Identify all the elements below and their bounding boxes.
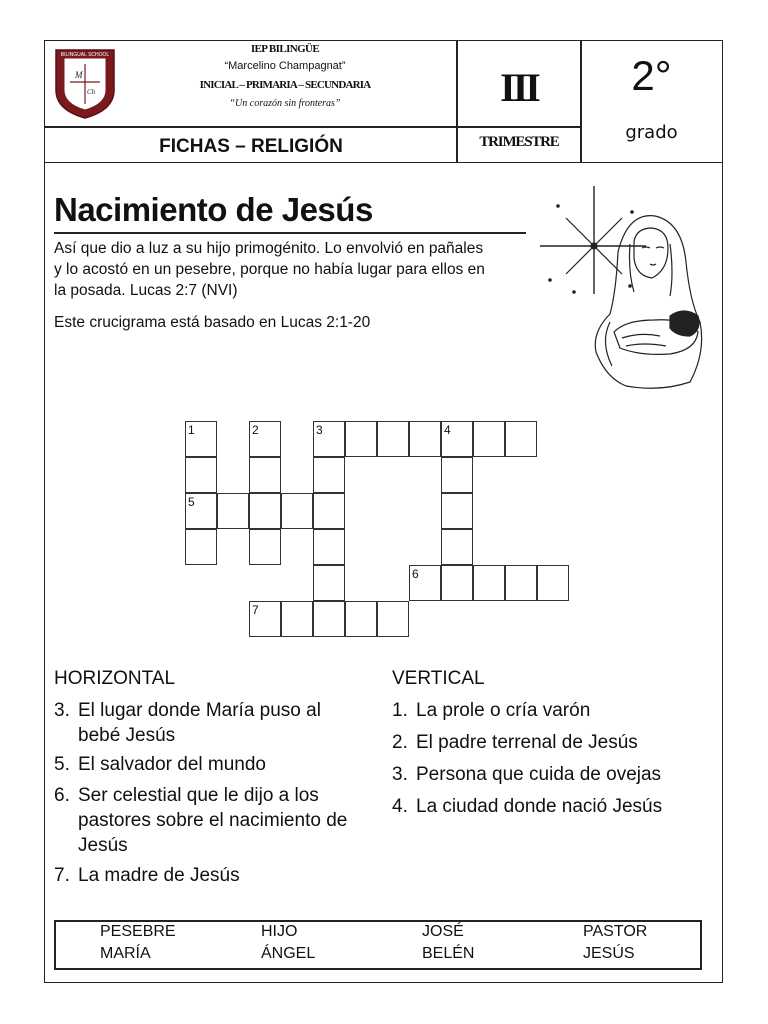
clue-num: 7. [54,865,70,886]
title-underline [54,232,526,234]
crossword-cell[interactable] [313,565,345,601]
clue-line: El salvador del mundo [78,754,266,775]
word-bank-item: PESEBRE [100,923,176,940]
grade-word: grado [625,122,678,143]
school-logo [52,46,118,120]
crossword-cell[interactable] [217,493,249,529]
vertical-heading: VERTICAL [392,668,485,689]
clue-text: La prole o cría varón [416,700,591,721]
mary-and-baby-illustration [530,182,710,394]
crossword-cell[interactable] [185,493,217,529]
clue-num: 5. [54,754,70,775]
clue-item [54,752,374,777]
clue-line: bebé Jesús [78,725,176,746]
logo-text: BILINGUAL SCHOOL [60,52,110,58]
word-bank-item: HIJO [261,923,298,940]
crossword-cell[interactable] [441,565,473,601]
word-bank-item: JOSÉ [422,923,464,940]
clue-item [392,762,712,787]
word-bank-item: MARÍA [100,945,151,962]
verse-line: Así que dio a luz a su hijo primogénito. Lo envolvió en pañales [54,240,484,257]
clue-num: 2. [392,732,408,753]
clue-number: 7 [252,603,259,617]
crossword-cell[interactable] [249,601,281,637]
verse [54,238,534,301]
subject-title: FICHAS – RELIGIÓN [159,136,343,157]
clue-number: 1 [188,423,195,437]
crossword-cell[interactable] [505,565,537,601]
crossword-cell[interactable] [377,421,409,457]
crossword-cell[interactable] [249,457,281,493]
clue-line: Ser celestial que le dijo a los [78,785,319,806]
crossword-cell[interactable] [313,601,345,637]
crossword-cell[interactable] [377,601,409,637]
crossword-cell[interactable] [409,565,441,601]
horizontal-clues [54,698,374,888]
crossword-cell[interactable] [249,493,281,529]
clue-num: 4. [392,796,408,817]
crossword-cell[interactable] [505,421,537,457]
crossword-cell[interactable] [185,457,217,493]
clue-text: La ciudad donde nació Jesús [416,796,663,817]
word-bank-item: BELÉN [422,945,475,962]
clue-num: 1. [392,700,408,721]
trimester-number: III [500,65,538,110]
clue-line: Jesús [78,835,128,856]
clue-text [78,752,266,777]
logo-monogram-bottom: Ch [87,88,96,96]
crossword-cell[interactable] [281,601,313,637]
vertical-clues [392,698,712,819]
clue-item [54,698,374,748]
crossword-cell[interactable] [313,421,345,457]
crossword-cell[interactable] [441,493,473,529]
clue-text [78,783,347,858]
verse-line: y lo acostó en un pesebre, porque no había lugar para ellos en [54,261,485,278]
crossword-cell[interactable] [441,457,473,493]
trimester-label: TRIMESTRE [479,134,559,150]
clue-number: 4 [444,423,451,437]
verse-line: la posada. Lucas 2:7 (NVI) [54,282,238,299]
clue-text [78,863,240,888]
clue-num: 3. [392,764,408,785]
school-motto: “Un corazón sin fronteras” [229,98,341,109]
clue-number: 6 [412,567,419,581]
logo-monogram-top: M [75,70,83,80]
clue-line: La madre de Jesús [78,865,240,886]
crossword-cell[interactable] [345,601,377,637]
clue-item [54,783,374,858]
crossword-cell[interactable] [313,529,345,565]
crossword-cell[interactable] [345,421,377,457]
school-quote: “Marcelino Champagnat” [224,60,346,72]
school-levels: INICIAL – PRIMARIA – SECUNDARIA [199,79,371,91]
horizontal-heading: HORIZONTAL [54,668,176,689]
crossword-cell[interactable] [281,493,313,529]
clue-line: pastores sobre el nacimiento de [78,810,348,831]
clue-item [392,698,712,723]
clue-item [54,863,374,888]
school-name: IEP BILINGÜE [250,43,320,55]
grade-number: 2° [631,52,672,99]
clue-line: El lugar donde María puso al [78,700,321,721]
crossword-cell[interactable] [441,421,473,457]
clue-number: 3 [316,423,323,437]
clue-number: 5 [188,495,195,509]
crossword-cell[interactable] [185,421,217,457]
clue-number: 2 [252,423,259,437]
clue-item [392,730,712,755]
crossword-cell[interactable] [249,421,281,457]
crossword-cell[interactable] [313,493,345,529]
word-bank-item: JESÚS [583,945,635,962]
word-bank-item: ÁNGEL [261,945,316,962]
crossword-cell[interactable] [249,529,281,565]
clue-text [78,698,321,748]
crossword-cell[interactable] [537,565,569,601]
word-bank-item: PASTOR [583,923,648,940]
based-on-note: Este crucigrama está basado en Lucas 2:1-20 [54,314,371,331]
crossword-cell[interactable] [313,457,345,493]
clue-num: 3. [54,700,70,721]
crossword-cell[interactable] [473,565,505,601]
crossword-cell[interactable] [441,529,473,565]
crossword-cell[interactable] [473,421,505,457]
page-title: Nacimiento de Jesús [54,191,373,228]
crossword-cell[interactable] [409,421,441,457]
clue-text: Persona que cuida de ovejas [416,764,662,785]
clue-text: El padre terrenal de Jesús [416,732,638,753]
clue-num: 6. [54,785,70,806]
crossword-cell[interactable] [185,529,217,565]
clue-item [392,794,712,819]
